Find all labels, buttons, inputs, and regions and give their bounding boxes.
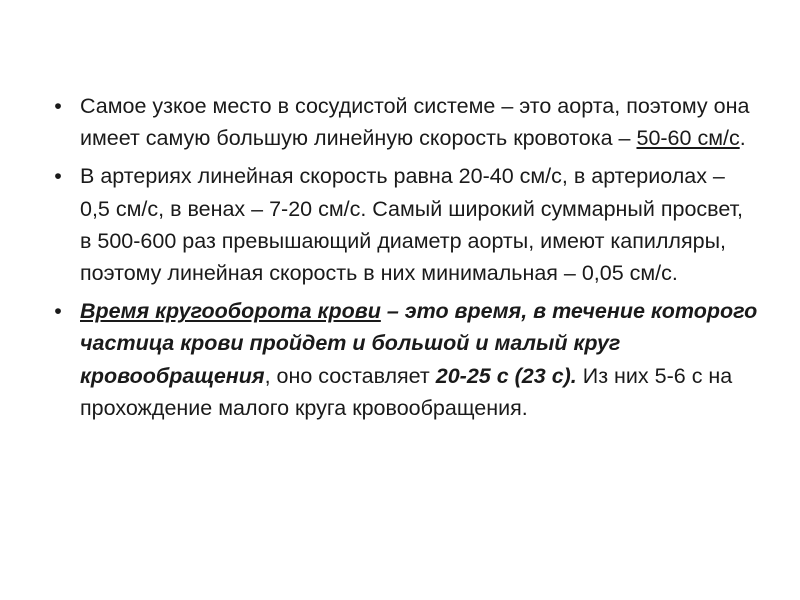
bullet-vessel-speeds — [48, 160, 760, 289]
bullet-marker: • — [54, 94, 62, 118]
bullet-aorta-speed — [48, 90, 760, 154]
bullet-text-end: . — [739, 126, 746, 151]
circulation-time-definition: – это время, в течение которого частица крови пройдет и большой и малый круг кровообращения — [80, 299, 758, 388]
bullet-text: , оно составляет — [264, 363, 436, 388]
bullet-text: В артериях линейная скорость равна 20-40 см/с, в артериолах – 0,5 см/с, в венах – 7-20 см/с. Самый широкий суммарный просвет, в 500-600 раз превышающий диаметр аорты, имеют капилляры, поэтому линейная скорость в них минимальная – 0,05 см/с. — [80, 164, 744, 286]
bullet-text-end: Из них 5-6 с на прохождение малого круга кровообращения. — [80, 363, 733, 420]
bullet-marker: • — [54, 164, 62, 189]
aorta-speed-value: 50-60 см/с — [636, 126, 740, 151]
bullet-list — [48, 90, 760, 430]
circulation-time-term: Время кругооборота крови — [80, 299, 381, 324]
bullet-marker: • — [54, 299, 62, 324]
circulation-duration: 20-25 с (23 с). — [435, 363, 577, 388]
bullet-circulation-time — [48, 295, 760, 424]
bullet-text: Самое узкое место в сосудистой системе – это аорта, поэтому она имеет самую большую линейную скорость кровотока – — [80, 94, 750, 151]
